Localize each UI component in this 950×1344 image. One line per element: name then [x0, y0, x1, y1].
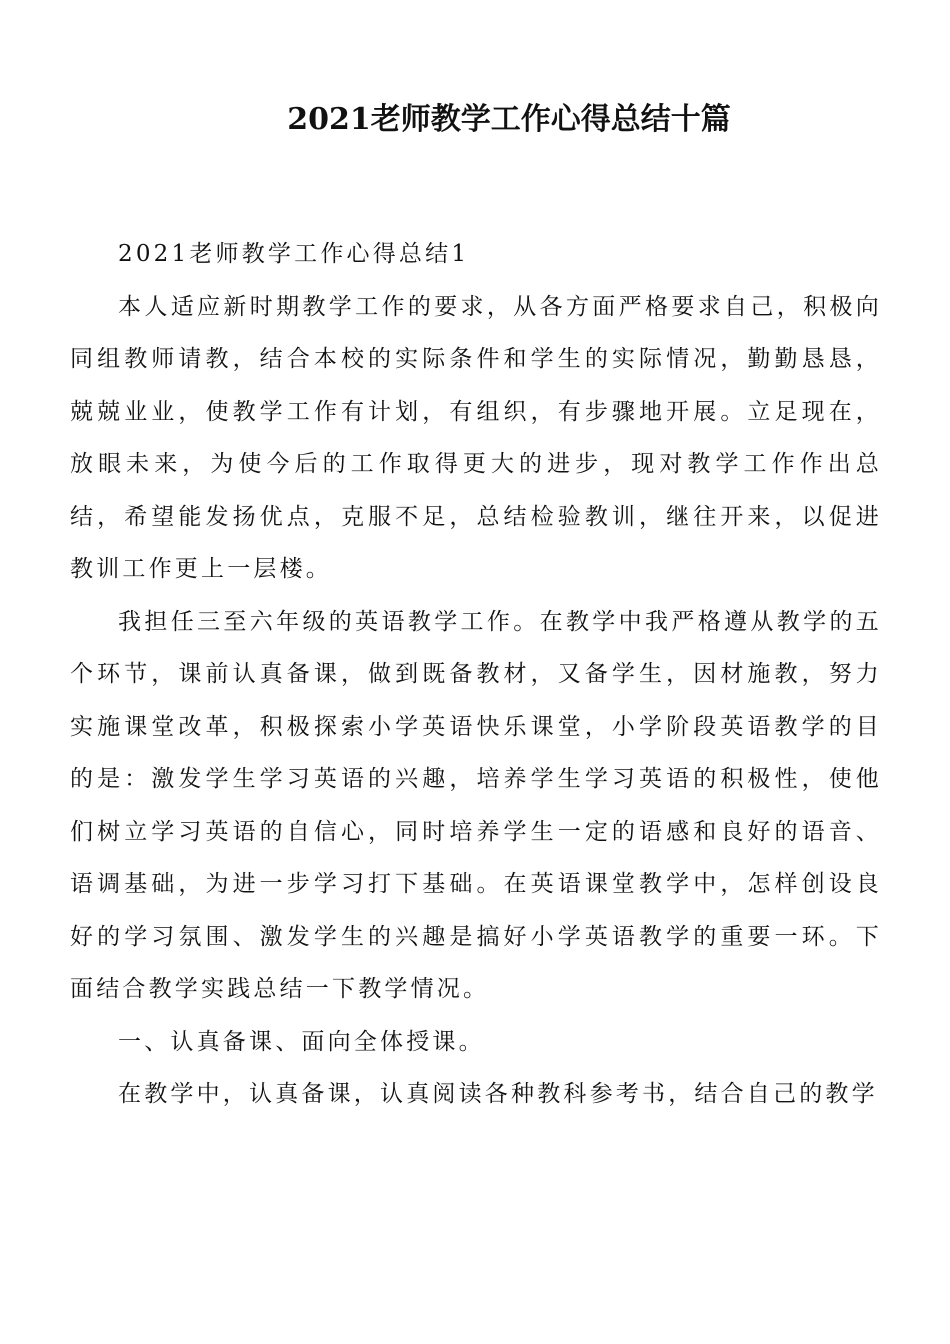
paragraph: 在教学中，认真备课，认真阅读各种教科参考书，结合自己的教学	[118, 1081, 878, 1107]
document-title: 2021老师教学工作心得总结十篇	[287, 102, 731, 137]
paragraph: 我担任三至六年级的英语教学工作。在教学中我严格遵从教学的五个环节，课前认真备课，做到既备教材，又备学生，因材施教，努力实施课堂改革，积极探索小学英语快乐课堂，小学阶段英语教学的目的是：激发学生学习英语的兴趣，培养学生学习英语的积极性，使他们树立学习英语的自信心，同时培养学生一定的语感和良好的语音、语调基础，为进一步学习打下基础。在英语课堂教学中，怎样创设良好的学习氛围、激发学生的兴趣是搞好小学英语教学的重要一环。下面结合教学实践总结一下教学情况。	[70, 608, 882, 1002]
document-body	[70, 228, 882, 1121]
section-heading: 2021老师教学工作心得总结1	[118, 241, 470, 267]
subsection-heading: 一、认真备课、面向全体授课。	[118, 1028, 485, 1055]
paragraph: 本人适应新时期教学工作的要求，从各方面严格要求自己，积极向同组教师请教，结合本校的实际条件和学生的实际情况，勤勤恳恳，兢兢业业，使教学工作有计划，有组织，有步骤地开展。立足现在，放眼未来，为使今后的工作取得更大的进步，现对教学工作作出总结，希望能发扬优点，克服不足，总结检验教训，继往开来，以促进教训工作更上一层楼。	[70, 293, 882, 582]
